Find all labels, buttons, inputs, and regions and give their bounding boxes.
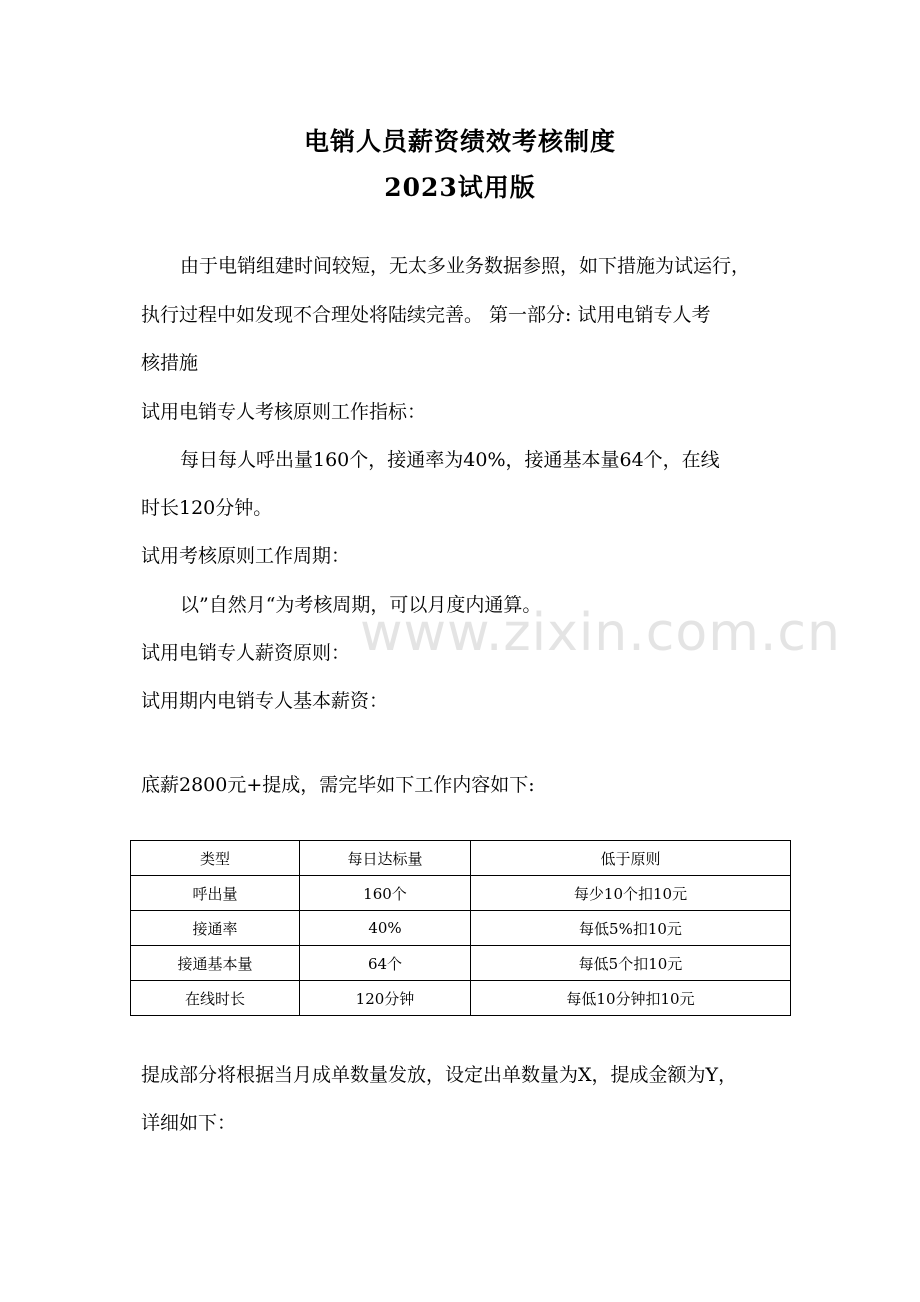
commission-line-1: 提成部分将根据当月成单数量发放，设定出单数量为X，提成金额为Y，	[141, 1064, 738, 1086]
heading-period: 试用考核原则工作周期：	[141, 545, 351, 567]
table-cell: 64个	[300, 946, 471, 981]
table-row	[131, 981, 791, 1016]
table-header-cell: 类型	[131, 841, 300, 876]
heading-salary-rule: 试用电销专人薪资原则：	[141, 642, 351, 664]
table-header-cell: 低于原则	[471, 841, 791, 876]
table-cell: 在线时长	[131, 981, 300, 1016]
table-cell: 160个	[300, 876, 471, 911]
table-cell: 120分钟	[300, 981, 471, 1016]
heading-base-salary: 试用期内电销专人基本薪资：	[141, 690, 389, 712]
table-cell: 每低5%扣10元	[471, 911, 791, 946]
table-cell: 每低10分钟扣10元	[471, 981, 791, 1016]
commission-line-2: 详细如下：	[141, 1112, 237, 1134]
table-cell: 接通基本量	[131, 946, 300, 981]
watermark: www.zixin.com.cn	[360, 603, 841, 663]
table-row	[131, 946, 791, 981]
document-title: 电销人员薪资绩效考核制度	[303, 127, 616, 156]
table-cell: 接通率	[131, 911, 300, 946]
table-cell: 呼出量	[131, 876, 300, 911]
indicators-line-1: 每日每人呼出量160个，接通率为40%，接通基本量64个，在线	[180, 449, 720, 471]
document-subtitle: 2023试用版	[384, 173, 536, 202]
table-header-cell: 每日达标量	[300, 841, 471, 876]
period-text: 以”自然月“为考核周期，可以月度内通算。	[180, 594, 542, 616]
indicators-line-2: 时长120分钟。	[141, 497, 273, 519]
heading-indicators: 试用电销专人考核原则工作指标：	[141, 401, 427, 423]
standards-table	[130, 840, 791, 1016]
table-cell: 每低5个扣10元	[471, 946, 791, 981]
table-row	[131, 911, 791, 946]
table-cell: 40%	[300, 911, 471, 946]
table-header-row	[131, 841, 791, 876]
table-cell: 每少10个扣10元	[471, 876, 791, 911]
intro-line-1: 由于电销组建时间较短，无太多业务数据参照，如下措施为试运行，	[180, 255, 751, 277]
intro-line-2: 执行过程中如发现不合理处将陆续完善。 第一部分: 试用电销专人考	[141, 304, 711, 326]
base-salary-text: 底薪2800元+提成，需完毕如下工作内容如下:	[141, 774, 535, 796]
table-row	[131, 876, 791, 911]
intro-line-3: 核措施	[141, 352, 199, 374]
